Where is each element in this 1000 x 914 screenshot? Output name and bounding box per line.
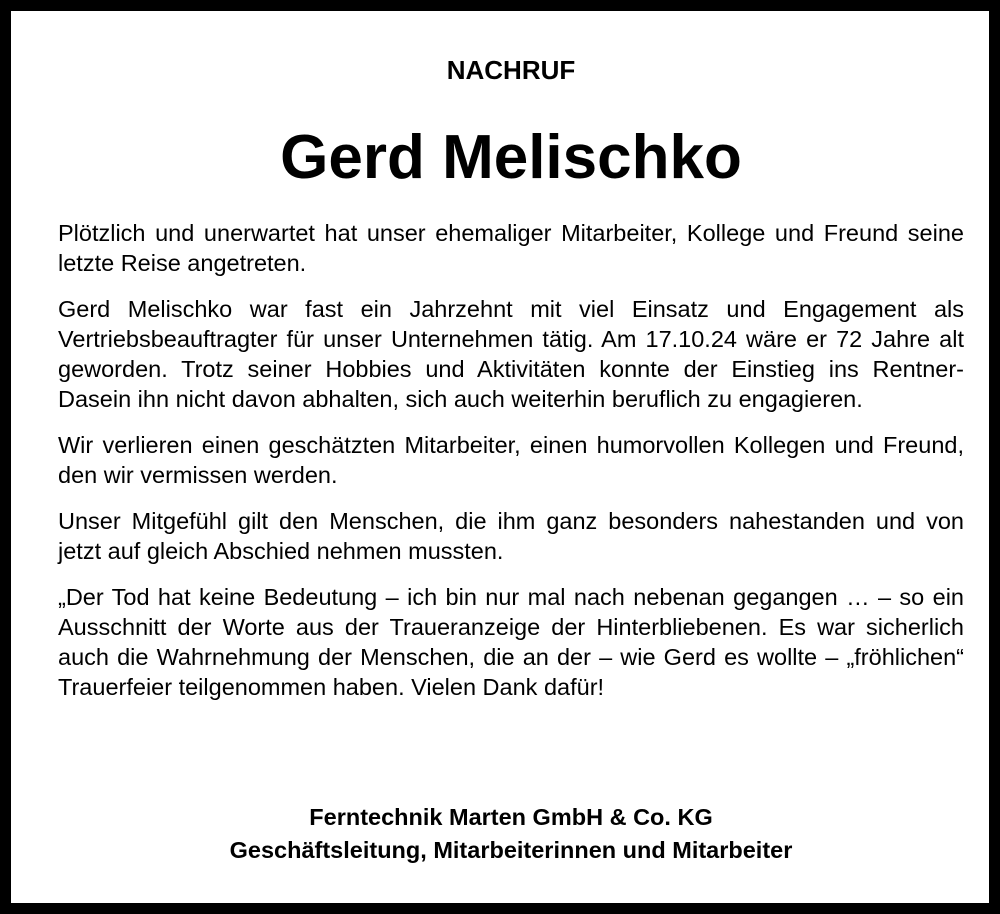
notice-label: NACHRUF — [446, 55, 576, 85]
deceased-name: Gerd Melischko — [280, 123, 742, 192]
sender-signatories: Geschäftsleitung, Mitarbeiterinnen und Mitarbeiter — [229, 837, 793, 863]
sender-block — [11, 801, 1000, 867]
paragraph-loss: Wir verlieren einen geschätzten Mitarbeiter, einen humorvollen Kollegen und Freund, den wir vermissen werden. — [58, 432, 964, 488]
paragraph-career: Gerd Melischko war fast ein Jahrzehnt mit viel Einsatz und Engagement als Vertriebsbeauftragter für unser Unternehmen tätig. Am 17.10.24 wäre er 72 Jahre alt geworden. Trotz seiner Hobbies und Aktivitäten konnte der Einstieg ins Rentner-Dasein ihn nicht davon abhalten, sich auch weiterhin beruflich zu engagieren. — [58, 296, 964, 412]
sender-company: Ferntechnik Marten GmbH & Co. KG — [309, 804, 713, 830]
paragraph-announcement: Plötzlich und unerwartet hat unser ehemaliger Mitarbeiter, Kollege und Freund seine letzte Reise angetreten. — [58, 220, 964, 276]
paragraph-condolence: Unser Mitgefühl gilt den Menschen, die ihm ganz besonders nahestanden und von jetzt auf gleich Abschied nehmen mussten. — [58, 508, 964, 564]
notice-body — [58, 218, 964, 718]
paragraph-quote: „Der Tod hat keine Bedeutung – ich bin nur mal nach nebenan gegangen … – so ein Ausschnitt der Worte aus der Traueranzeige der Hinterbliebenen. Es war sicherlich auch die Wahrnehmung der Menschen, die an der – wie Gerd es wollte – „fröhlichen“ Trauerfeier teilgenommen haben. Vielen Dank dafür! — [58, 584, 964, 700]
